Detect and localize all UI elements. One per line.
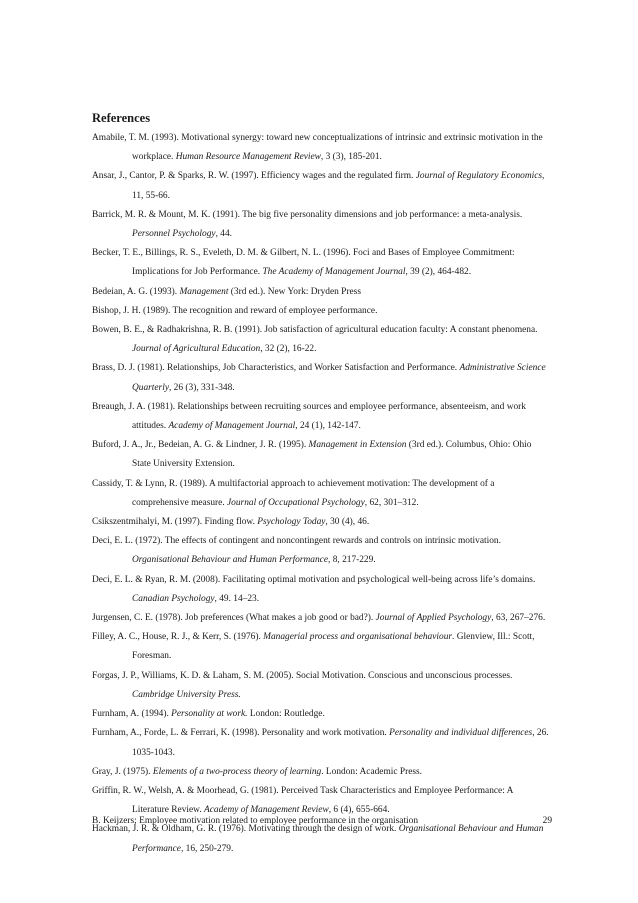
reference-details: , 3 (3), 185-201.: [320, 152, 382, 163]
reference-text: Barrick, M. R. & Mount, M. K. (1991). The big five personality dimensions and job performance: a meta-analysis.: [92, 209, 523, 220]
reference-text: Forgas, J. P., Williams, K. D. & Laham, S. M. (2005). Social Motivation. Conscious and unconscious processes.: [92, 670, 513, 681]
reference-entry: [92, 609, 552, 628]
reference-text: Becker, T. E., Billings, R. S., Eveleth, D. M. & Gilbert, N. L. (1996). Foci and Bases of Employee Commitment: Implications for Job Performance.: [92, 248, 515, 278]
reference-text: Bishop, J. H. (1989). The recognition and reward of employee performance.: [92, 305, 378, 316]
reference-details: . London: Academic Press.: [321, 766, 422, 777]
reference-list: [92, 129, 552, 859]
reference-entry: [92, 129, 552, 167]
reference-source-title: Management: [179, 286, 229, 297]
reference-details: (3rd ed.). Columbus, Ohio: Ohio State University Extension.: [132, 440, 532, 470]
reference-text: Buford, J. A., Jr., Bedeian, A. G. & Lindner, J. R. (1995).: [92, 440, 309, 451]
reference-entry: [92, 359, 552, 397]
reference-entry: [92, 820, 552, 858]
reference-entry: [92, 667, 552, 705]
reference-entry: [92, 167, 552, 205]
reference-source-title: Personnel Psychology: [132, 229, 216, 240]
reference-source-title: Administrative Science Quarterly: [132, 363, 546, 393]
reference-text: Filley, A. C., House, R. J., & Kerr, S. (1976).: [92, 632, 264, 643]
reference-source-title: Personality at work.: [171, 709, 248, 720]
reference-text: Bowen, B. E., & Radhakrishna, R. B. (1991). Job satisfaction of agricultural education faculty: A constant phenomena.: [92, 325, 538, 336]
reference-source-title: Journal of Occupational Psychology: [227, 497, 365, 508]
page-number: 29: [542, 816, 552, 826]
reference-details: . Glenview, Ill.: Scott, Foresman.: [132, 632, 535, 662]
reference-entry: [92, 475, 552, 513]
reference-text: Deci, E. L. & Ryan, R. M. (2008). Facilitating optimal motivation and psychological well-being across life’s domains.: [92, 574, 536, 585]
reference-source-title: Cambridge University Press.: [132, 689, 241, 700]
reference-source-title: Canadian Psychology: [132, 593, 215, 604]
reference-entry: [92, 571, 552, 609]
reference-details: London: Routledge.: [247, 709, 325, 720]
reference-entry: [92, 436, 552, 474]
reference-text: Gray, J. (1975).: [92, 766, 153, 777]
reference-source-title: Organisational Behaviour and Human Performance: [132, 555, 328, 566]
reference-text: Griffin, R. W., Welsh, A. & Moorhead, G. (1981). Perceived Task Characteristics and Employee Performance: A Literature Review.: [92, 785, 513, 816]
reference-details: , 11, 55-66.: [132, 171, 545, 201]
reference-text: Furnham, A. (1994).: [92, 709, 172, 720]
reference-source-title: Journal of Applied Psychology: [375, 613, 492, 624]
reference-source-title: Managerial process and organisational behaviour: [263, 632, 453, 643]
reference-entry: [92, 724, 552, 762]
reference-text: Cassidy, T. & Lynn, R. (1989). A multifactorial approach to achievement motivation: The development of a comprehensive measure.: [92, 478, 495, 508]
reference-details: , 62, 301–312.: [364, 497, 419, 508]
reference-entry: [92, 513, 552, 532]
reference-details: , 16, 250-279.: [180, 843, 234, 854]
reference-details: , 26 (3), 331-348.: [168, 382, 235, 393]
reference-source-title: Academy of Management Journal: [168, 421, 296, 432]
reference-entry: [92, 244, 552, 282]
footer-text: B. Keijzers; Employee motivation related to employee performance in the organisation: [92, 816, 419, 826]
reference-entry: [92, 763, 552, 782]
reference-entry: [92, 532, 552, 570]
reference-entry: [92, 705, 552, 724]
reference-entry: [92, 628, 552, 666]
reference-text: Csikszentmihalyi, M. (1997). Finding flow.: [92, 517, 258, 528]
reference-entry: [92, 283, 552, 302]
reference-source-title: Management in Extension: [308, 440, 407, 451]
reference-text: Breaugh, J. A. (1981). Relationships between recruiting sources and employee performance, absenteeism, and work attitudes.: [92, 401, 526, 432]
reference-text: Bedeian, A. G. (1993).: [92, 286, 180, 297]
reference-source-title: Journal of Regulatory Economics: [415, 171, 543, 182]
reference-text: Ansar, J., Cantor, P. & Sparks, R. W. (1997). Efficiency wages and the regulated firm.: [92, 171, 416, 182]
reference-source-title: The Academy of Management Journal: [262, 267, 406, 278]
reference-details: , 49. 14–23.: [214, 593, 260, 604]
reference-text: Hackman, J. R. & Oldham, G. R. (1976). Motivating through the design of work.: [92, 824, 399, 835]
reference-text: Amabile, T. M. (1993). Motivational synergy: toward new conceptualizations of intrinsic and extrinsic motivation in the workplace.: [92, 133, 543, 163]
reference-details: , 24 (1), 142-147.: [295, 421, 361, 432]
reference-source-title: Human Resource Management Review: [175, 152, 321, 163]
reference-entry: [92, 206, 552, 244]
reference-source-title: Psychology Today: [257, 517, 326, 528]
reference-details: , 39 (2), 464-482.: [405, 267, 472, 278]
reference-source-title: Personality and individual differences: [389, 728, 533, 739]
reference-entry: [92, 321, 552, 359]
reference-source-title: Journal of Agricultural Education: [132, 344, 261, 355]
reference-text: Furnham, A., Forde, L. & Ferrari, K. (1998). Personality and work motivation.: [92, 728, 390, 739]
reference-details: , 44.: [215, 229, 232, 240]
reference-text: Deci, E. L. (1972). The effects of contingent and noncontingent rewards and controls on intrinsic motivation.: [92, 536, 501, 547]
page-footer: [92, 816, 552, 826]
reference-text: Brass, D. J. (1981). Relationships, Job Characteristics, and Worker Satisfaction and Performance.: [92, 363, 460, 374]
reference-source-title: Organisational Behaviour and Human Performance: [132, 824, 544, 854]
reference-details: , 26. 1035-1043.: [132, 728, 549, 758]
reference-details: , 8, 217-229.: [328, 555, 376, 566]
references-heading: References: [92, 111, 151, 125]
reference-details: , 63, 267–276.: [491, 613, 546, 624]
reference-details: (3rd ed.). New York: Dryden Press: [228, 286, 361, 297]
reference-details: , 30 (4), 46.: [325, 517, 370, 528]
reference-source-title: Elements of a two-process theory of learning: [152, 766, 322, 777]
reference-entry: [92, 302, 552, 321]
reference-details: , 32 (2), 16-22.: [260, 344, 317, 355]
reference-text: Jurgensen, C. E. (1978). Job preferences (What makes a job good or bad?).: [92, 613, 376, 624]
reference-entry: [92, 398, 552, 436]
reference-source-title: Academy of Management Review: [204, 805, 329, 816]
reference-details: , 6 (4), 655-664.: [328, 805, 390, 816]
reference-entry: [92, 782, 552, 820]
